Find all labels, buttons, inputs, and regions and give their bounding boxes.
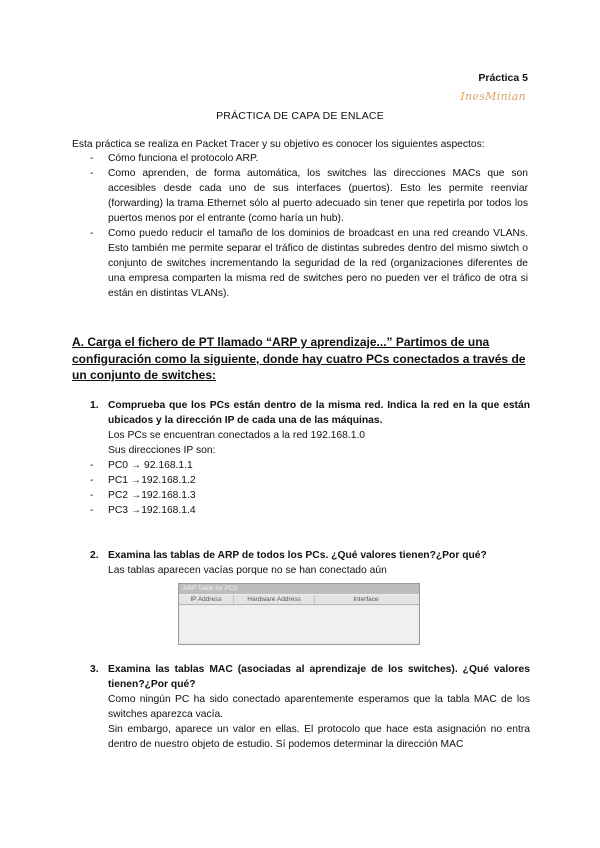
objectives-list	[90, 151, 528, 301]
question-number: 1.	[90, 400, 99, 411]
question-1	[90, 398, 530, 518]
question-number: 2.	[90, 550, 99, 561]
ip-list	[108, 458, 530, 518]
objective-item: - Como aprenden, de forma automática, los switches las direcciones MACs que son accesibles desde cada uno de sus interfaces (puertos). Esto les permite reenviar (forwarding) la trama Ethernet sólo al puerto adecuado sin tener que repetirla por todos los puertos menos por el entrante (como haría un hub).	[90, 166, 528, 226]
answer-line: Sus direcciones IP son:	[108, 445, 216, 456]
arp-table-title: ARP Table for PC0	[179, 584, 419, 594]
answer-line: Sin embargo, aparece un valor en ellas. El protocolo que hace esta asignación no entra dentro de nuestro objeto de estudio. Sí podemos determinar la dirección MAC	[108, 724, 530, 750]
arp-column-ip: IP Address	[179, 595, 234, 604]
arp-column-hardware: Hardware Address	[234, 595, 315, 604]
practice-label: Práctica 5	[478, 72, 528, 84]
arp-table-header	[179, 595, 419, 605]
intro-paragraph: Esta práctica se realiza en Packet Tracer y su objetivo es conocer los siguientes aspectos:	[72, 139, 485, 150]
answer-line: Los PCs se encuentran conectados a la red 192.168.1.0	[108, 430, 366, 441]
question-text: Examina las tablas MAC (asociadas al aprendizaje de los switches). ¿Qué valores tienen?¿Por qué?	[108, 664, 530, 690]
objective-item: - Cómo funciona el protocolo ARP.	[90, 151, 528, 166]
arp-table-screenshot	[178, 583, 420, 645]
answer-line: Las tablas aparecen vacías porque no se han conectado aún	[108, 565, 387, 576]
question-text: Examina las tablas de ARP de todos los PCs. ¿Qué valores tienen?¿Por qué?	[108, 550, 487, 561]
objective-item: - Como puedo reducir el tamaño de los dominios de broadcast en una red creando VLANs. Esto también me permite separar el tráfico de distintas subredes dentro del mismo siwtch o conjunto de switches incrementando la seguridad de la red (organizaciones diferentes de una empresa comparten la misma red de switches pero no pueden ver el tráfico de otra si están en distintas VLANs).	[90, 226, 528, 301]
ip-item: - PC1 →192.168.1.2	[90, 473, 530, 488]
question-text: Comprueba que los PCs están dentro de la misma red. Indica la red en la que están ubicados y la dirección IP de cada una de las máquinas.	[108, 400, 530, 426]
ip-item: - PC2 →192.168.1.3	[90, 488, 530, 503]
arp-column-interface: Interface	[353, 596, 379, 603]
question-3	[90, 662, 530, 752]
answer-line: Como ningún PC ha sido conectado aparentemente esperamos que la tabla MAC de los switches aparezca vacía.	[108, 694, 530, 720]
document-title: PRÁCTICA DE CAPA DE ENLACE	[216, 110, 384, 122]
author-signature: InesMinian	[460, 90, 526, 103]
question-2	[90, 548, 530, 578]
ip-item: - PC3 →192.168.1.4	[90, 503, 530, 518]
arp-table-body	[181, 606, 417, 642]
section-a-title: A. Carga el fichero de PT llamado “ARP y aprendizaje...” Partimos de una configuración como la siguiente, donde hay cuatro PCs conectados a través de un conjunto de switches:	[72, 335, 526, 382]
ip-item: - PC0 → 92.168.1.1	[90, 458, 530, 473]
question-number: 3.	[90, 664, 99, 675]
